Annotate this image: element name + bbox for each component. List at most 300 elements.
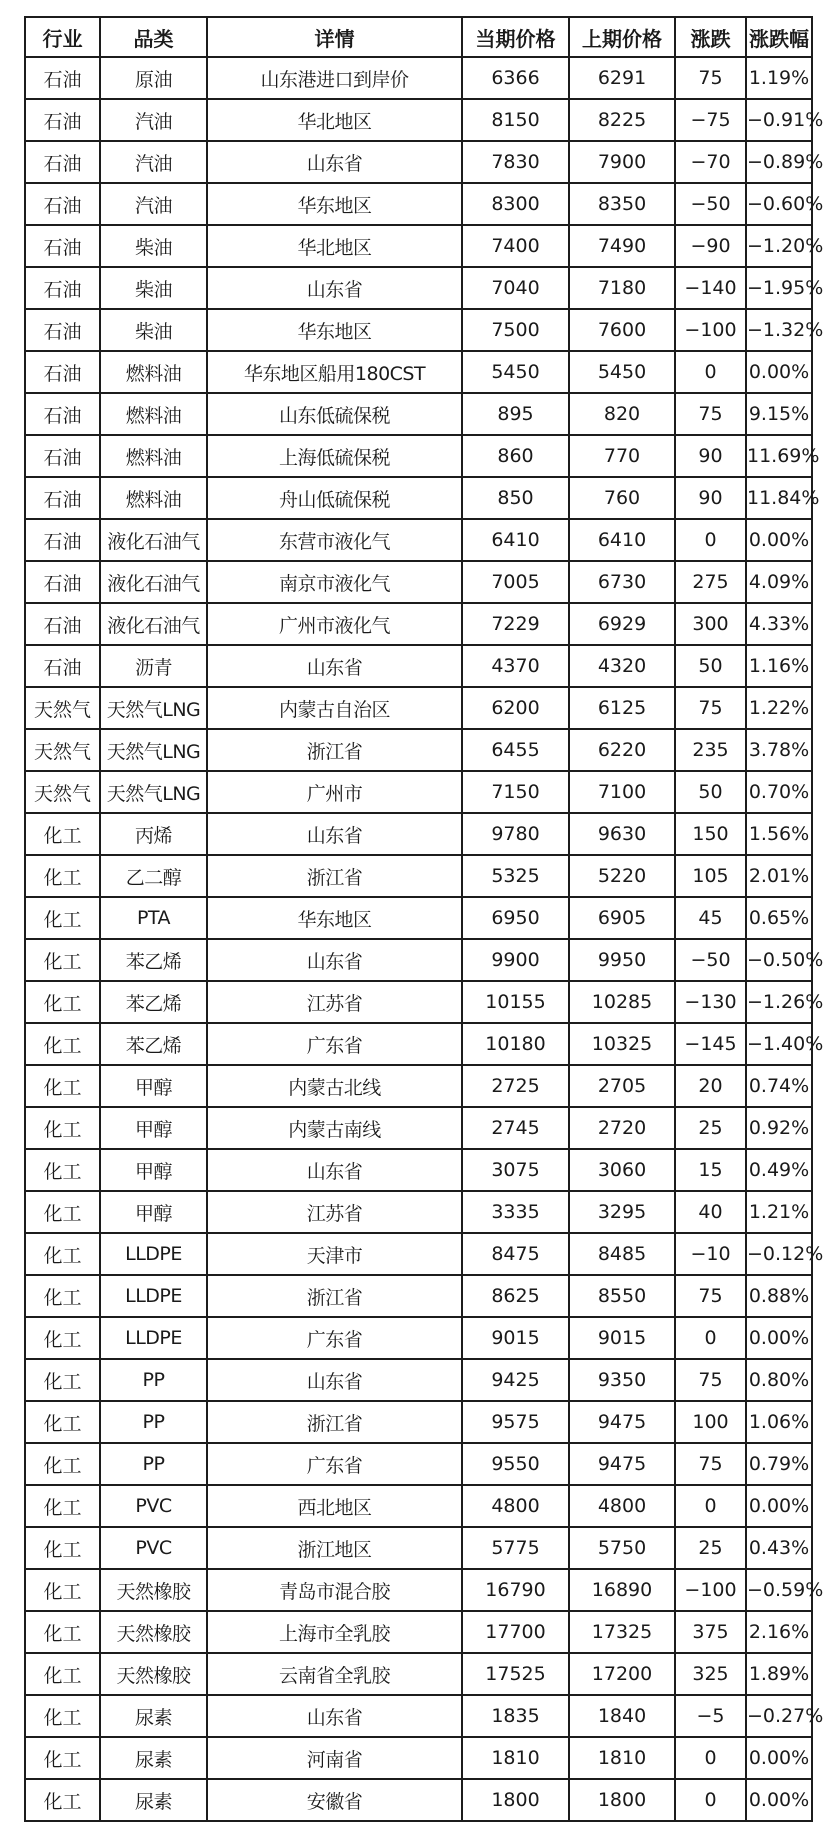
details-cell: 山东省 [207,645,462,687]
category-cell: 天然橡胶 [100,1653,207,1695]
current-price-cell: 860 [462,435,569,477]
current-price-cell: 9015 [462,1317,569,1359]
current-price-cell: 3335 [462,1191,569,1233]
change-percent-cell: 0.79% [746,1443,812,1485]
current-price-cell: 10155 [462,981,569,1023]
change-cell: 300 [675,603,746,645]
table-row [25,1527,812,1569]
industry-cell: 化工 [25,1317,100,1359]
category-cell: 乙二醇 [100,855,207,897]
current-price-cell: 16790 [462,1569,569,1611]
previous-price-cell: 6905 [569,897,675,939]
industry-cell: 化工 [25,1779,100,1821]
table-row [25,1401,812,1443]
current-price-cell: 5325 [462,855,569,897]
change-cell: −90 [675,225,746,267]
change-percent-cell: 0.92% [746,1107,812,1149]
current-price-cell: 6455 [462,729,569,771]
change-percent-cell: 4.09% [746,561,812,603]
category-cell: PVC [100,1527,207,1569]
current-price-cell: 7830 [462,141,569,183]
previous-price-cell: 6929 [569,603,675,645]
category-cell: LLDPE [100,1317,207,1359]
details-cell: 青岛市混合胶 [207,1569,462,1611]
details-cell: 山东低硫保税 [207,393,462,435]
change-percent-cell: 0.74% [746,1065,812,1107]
previous-price-cell: 7900 [569,141,675,183]
table-row [25,645,812,687]
details-cell: 浙江省 [207,855,462,897]
change-cell: 75 [675,393,746,435]
industry-cell: 天然气 [25,771,100,813]
industry-cell: 石油 [25,561,100,603]
previous-price-cell: 9475 [569,1443,675,1485]
change-percent-cell: 1.19% [746,57,812,99]
previous-price-cell: 9630 [569,813,675,855]
current-price-cell: 2725 [462,1065,569,1107]
category-cell: 尿素 [100,1779,207,1821]
category-cell: 燃料油 [100,435,207,477]
table-row [25,771,812,813]
industry-cell: 化工 [25,1275,100,1317]
previous-price-cell: 770 [569,435,675,477]
previous-price-cell: 1840 [569,1695,675,1737]
details-cell: 舟山低硫保税 [207,477,462,519]
table-row [25,1569,812,1611]
details-cell: 山东港进口到岸价 [207,57,462,99]
change-percent-cell: 0.70% [746,771,812,813]
table-row [25,855,812,897]
industry-cell: 化工 [25,1569,100,1611]
details-cell: 华北地区 [207,225,462,267]
change-cell: −100 [675,1569,746,1611]
change-cell: 0 [675,351,746,393]
table-row [25,687,812,729]
current-price-cell: 7150 [462,771,569,813]
change-percent-cell: 9.15% [746,393,812,435]
table-row [25,309,812,351]
current-price-cell: 8300 [462,183,569,225]
industry-cell: 化工 [25,813,100,855]
industry-cell: 石油 [25,99,100,141]
industry-cell: 化工 [25,981,100,1023]
current-price-cell: 17525 [462,1653,569,1695]
change-cell: 50 [675,771,746,813]
industry-cell: 石油 [25,57,100,99]
change-percent-cell: 0.88% [746,1275,812,1317]
change-cell: 25 [675,1107,746,1149]
industry-cell: 石油 [25,225,100,267]
previous-price-cell: 5450 [569,351,675,393]
table-row [25,939,812,981]
change-percent-cell: −0.12% [746,1233,812,1275]
previous-price-cell: 5750 [569,1527,675,1569]
industry-cell: 天然气 [25,729,100,771]
table-row [25,99,812,141]
change-cell: −50 [675,183,746,225]
industry-cell: 化工 [25,1023,100,1065]
category-cell: 汽油 [100,99,207,141]
previous-price-cell: 8350 [569,183,675,225]
previous-price-cell: 8550 [569,1275,675,1317]
table-row [25,1779,812,1821]
previous-price-cell: 6730 [569,561,675,603]
change-percent-cell: 11.69% [746,435,812,477]
previous-price-cell: 7600 [569,309,675,351]
previous-price-cell: 3295 [569,1191,675,1233]
current-price-cell: 9550 [462,1443,569,1485]
industry-cell: 石油 [25,393,100,435]
table-row [25,519,812,561]
change-percent-cell: 0.00% [746,519,812,561]
industry-cell: 化工 [25,1233,100,1275]
change-cell: 0 [675,1317,746,1359]
category-cell: 燃料油 [100,393,207,435]
change-percent-cell: 1.06% [746,1401,812,1443]
category-cell: 燃料油 [100,477,207,519]
category-cell: 原油 [100,57,207,99]
table-row [25,1737,812,1779]
current-price-cell: 5450 [462,351,569,393]
current-price-cell: 1810 [462,1737,569,1779]
previous-price-cell: 8225 [569,99,675,141]
change-cell: 275 [675,561,746,603]
change-percent-cell: 1.21% [746,1191,812,1233]
previous-price-cell: 17325 [569,1611,675,1653]
details-cell: 山东省 [207,813,462,855]
previous-price-cell: 7490 [569,225,675,267]
previous-price-cell: 6291 [569,57,675,99]
change-cell: 0 [675,1485,746,1527]
category-cell: 苯乙烯 [100,939,207,981]
details-cell: 华东地区 [207,183,462,225]
previous-price-cell: 760 [569,477,675,519]
change-cell: 40 [675,1191,746,1233]
current-price-cell: 7005 [462,561,569,603]
change-percent-cell: −0.59% [746,1569,812,1611]
details-cell: 华东地区 [207,897,462,939]
change-percent-cell: −1.26% [746,981,812,1023]
current-price-cell: 7400 [462,225,569,267]
change-percent-cell: 0.80% [746,1359,812,1401]
previous-price-cell: 17200 [569,1653,675,1695]
category-cell: 天然气LNG [100,729,207,771]
header-category: 品类 [100,17,207,57]
details-cell: 天津市 [207,1233,462,1275]
change-percent-cell: 0.00% [746,351,812,393]
table-row [25,1275,812,1317]
previous-price-cell: 6220 [569,729,675,771]
table-row [25,1233,812,1275]
industry-cell: 化工 [25,1443,100,1485]
previous-price-cell: 820 [569,393,675,435]
previous-price-cell: 5220 [569,855,675,897]
previous-price-cell: 16890 [569,1569,675,1611]
previous-price-cell: 2705 [569,1065,675,1107]
industry-cell: 石油 [25,351,100,393]
change-percent-cell: −1.40% [746,1023,812,1065]
category-cell: 天然橡胶 [100,1611,207,1653]
previous-price-cell: 9475 [569,1401,675,1443]
details-cell: 内蒙古自治区 [207,687,462,729]
details-cell: 广东省 [207,1443,462,1485]
industry-cell: 石油 [25,519,100,561]
details-cell: 河南省 [207,1737,462,1779]
details-cell: 安徽省 [207,1779,462,1821]
category-cell: LLDPE [100,1275,207,1317]
change-percent-cell: 1.16% [746,645,812,687]
change-percent-cell: 0.00% [746,1317,812,1359]
table-row [25,225,812,267]
current-price-cell: 7229 [462,603,569,645]
category-cell: 液化石油气 [100,519,207,561]
change-percent-cell: 1.56% [746,813,812,855]
category-cell: PTA [100,897,207,939]
category-cell: 汽油 [100,183,207,225]
change-percent-cell: 0.00% [746,1737,812,1779]
current-price-cell: 9900 [462,939,569,981]
table-row [25,1653,812,1695]
category-cell: PVC [100,1485,207,1527]
table-row [25,477,812,519]
details-cell: 广州市 [207,771,462,813]
current-price-cell: 17700 [462,1611,569,1653]
category-cell: 甲醇 [100,1107,207,1149]
change-percent-cell: 3.78% [746,729,812,771]
industry-cell: 化工 [25,1065,100,1107]
details-cell: 华北地区 [207,99,462,141]
table-row [25,981,812,1023]
table-row [25,603,812,645]
change-cell: −10 [675,1233,746,1275]
category-cell: 天然橡胶 [100,1569,207,1611]
previous-price-cell: 7180 [569,267,675,309]
current-price-cell: 8150 [462,99,569,141]
details-cell: 山东省 [207,141,462,183]
table-row [25,183,812,225]
industry-cell: 石油 [25,477,100,519]
previous-price-cell: 1800 [569,1779,675,1821]
change-cell: 375 [675,1611,746,1653]
details-cell: 山东省 [207,1695,462,1737]
details-cell: 浙江地区 [207,1527,462,1569]
category-cell: 燃料油 [100,351,207,393]
change-cell: 235 [675,729,746,771]
change-cell: 100 [675,1401,746,1443]
table-row [25,897,812,939]
current-price-cell: 1835 [462,1695,569,1737]
change-percent-cell: −0.89% [746,141,812,183]
category-cell: 苯乙烯 [100,1023,207,1065]
change-cell: −130 [675,981,746,1023]
change-percent-cell: 1.22% [746,687,812,729]
current-price-cell: 7040 [462,267,569,309]
previous-price-cell: 8485 [569,1233,675,1275]
current-price-cell: 9780 [462,813,569,855]
change-percent-cell: −1.95% [746,267,812,309]
change-cell: 90 [675,435,746,477]
table-row [25,561,812,603]
change-percent-cell: 0.00% [746,1485,812,1527]
header-row [25,17,812,57]
price-table [24,16,824,1822]
category-cell: 苯乙烯 [100,981,207,1023]
change-percent-cell: −1.20% [746,225,812,267]
table-row [25,141,812,183]
category-cell: 柴油 [100,309,207,351]
table-row [25,393,812,435]
details-cell: 华东地区船用180CST [207,351,462,393]
details-cell: 东营市液化气 [207,519,462,561]
details-cell: 南京市液化气 [207,561,462,603]
details-cell: 内蒙古北线 [207,1065,462,1107]
industry-cell: 石油 [25,645,100,687]
table-row [25,1065,812,1107]
industry-cell: 石油 [25,309,100,351]
category-cell: PP [100,1401,207,1443]
category-cell: 天然气LNG [100,771,207,813]
details-cell: 江苏省 [207,981,462,1023]
category-cell: PP [100,1359,207,1401]
current-price-cell: 9575 [462,1401,569,1443]
details-cell: 山东省 [207,1359,462,1401]
details-cell: 山东省 [207,939,462,981]
table-row [25,813,812,855]
header-previous-price: 上期价格 [569,17,675,57]
header-change-percent: 涨跌幅 [746,17,812,57]
details-cell: 广东省 [207,1317,462,1359]
category-cell: 液化石油气 [100,603,207,645]
current-price-cell: 3075 [462,1149,569,1191]
change-cell: 150 [675,813,746,855]
change-percent-cell: 2.16% [746,1611,812,1653]
change-percent-cell: −0.91% [746,99,812,141]
table-row [25,435,812,477]
change-cell: −70 [675,141,746,183]
previous-price-cell: 7100 [569,771,675,813]
current-price-cell: 1800 [462,1779,569,1821]
category-cell: 丙烯 [100,813,207,855]
current-price-cell: 6950 [462,897,569,939]
table-row [25,1149,812,1191]
category-cell: 沥青 [100,645,207,687]
change-percent-cell: 4.33% [746,603,812,645]
industry-cell: 化工 [25,1359,100,1401]
current-price-cell: 5775 [462,1527,569,1569]
details-cell: 浙江省 [207,1401,462,1443]
industry-cell: 化工 [25,1611,100,1653]
change-cell: −5 [675,1695,746,1737]
previous-price-cell: 3060 [569,1149,675,1191]
change-percent-cell: −0.60% [746,183,812,225]
change-cell: 90 [675,477,746,519]
current-price-cell: 850 [462,477,569,519]
table-row [25,1191,812,1233]
change-percent-cell: 0.49% [746,1149,812,1191]
table-row [25,729,812,771]
details-cell: 山东省 [207,267,462,309]
table-row [25,1359,812,1401]
industry-cell: 化工 [25,1401,100,1443]
details-cell: 山东省 [207,1149,462,1191]
current-price-cell: 9425 [462,1359,569,1401]
change-percent-cell: −0.27% [746,1695,812,1737]
current-price-cell: 8475 [462,1233,569,1275]
current-price-cell: 10180 [462,1023,569,1065]
change-cell: −145 [675,1023,746,1065]
table-row [25,1023,812,1065]
category-cell: 汽油 [100,141,207,183]
change-cell: 0 [675,519,746,561]
change-cell: 45 [675,897,746,939]
industry-cell: 化工 [25,1149,100,1191]
industry-cell: 化工 [25,1485,100,1527]
change-cell: 75 [675,1443,746,1485]
change-cell: −75 [675,99,746,141]
change-percent-cell: −0.50% [746,939,812,981]
previous-price-cell: 4320 [569,645,675,687]
details-cell: 上海低硫保税 [207,435,462,477]
industry-cell: 化工 [25,1527,100,1569]
change-cell: 75 [675,1275,746,1317]
previous-price-cell: 4800 [569,1485,675,1527]
details-cell: 江苏省 [207,1191,462,1233]
current-price-cell: 2745 [462,1107,569,1149]
details-cell: 云南省全乳胶 [207,1653,462,1695]
change-percent-cell: 0.43% [746,1527,812,1569]
previous-price-cell: 9350 [569,1359,675,1401]
table-header [25,17,812,57]
details-cell: 广州市液化气 [207,603,462,645]
industry-cell: 石油 [25,183,100,225]
category-cell: 液化石油气 [100,561,207,603]
details-cell: 浙江省 [207,729,462,771]
change-percent-cell: 0.65% [746,897,812,939]
table-body [25,57,824,1821]
header-details: 详情 [207,17,462,57]
details-cell: 西北地区 [207,1485,462,1527]
category-cell: 甲醇 [100,1191,207,1233]
table-row [25,1443,812,1485]
change-cell: 75 [675,687,746,729]
table-row [25,1695,812,1737]
details-cell: 华东地区 [207,309,462,351]
header-industry: 行业 [25,17,100,57]
previous-price-cell: 10325 [569,1023,675,1065]
category-cell: 尿素 [100,1737,207,1779]
table-row [25,267,812,309]
industry-cell: 化工 [25,897,100,939]
category-cell: LLDPE [100,1233,207,1275]
table-row [25,1317,812,1359]
change-cell: 75 [675,1359,746,1401]
table-row [25,351,812,393]
change-cell: 20 [675,1065,746,1107]
previous-price-cell: 1810 [569,1737,675,1779]
industry-cell: 石油 [25,141,100,183]
change-percent-cell: 1.89% [746,1653,812,1695]
change-percent-cell: −1.32% [746,309,812,351]
change-cell: 75 [675,57,746,99]
change-cell: 15 [675,1149,746,1191]
current-price-cell: 6366 [462,57,569,99]
table-row [25,1611,812,1653]
industry-cell: 石油 [25,603,100,645]
change-cell: −50 [675,939,746,981]
current-price-cell: 8625 [462,1275,569,1317]
change-cell: −100 [675,309,746,351]
industry-cell: 化工 [25,1107,100,1149]
